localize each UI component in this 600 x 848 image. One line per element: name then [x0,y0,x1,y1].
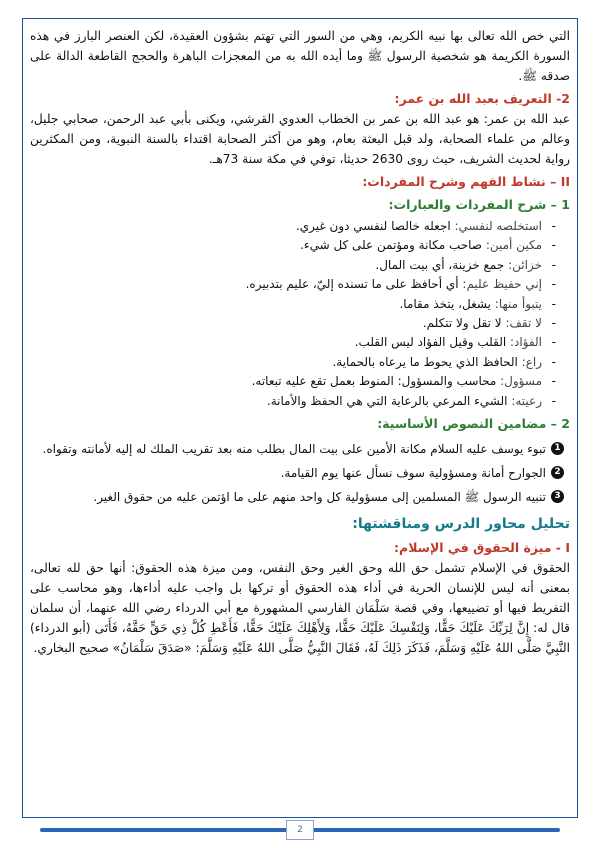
vocab-term: إني حفيظ عليم: [462,277,542,292]
vocab-def: محاسب والمسؤول: المنوط بعمل تقع عليه تبعاته. [251,374,501,389]
list-item [30,295,556,314]
vocab-def: جمع خزينة، أي بيت المال. [375,257,509,272]
list-item [30,437,564,461]
list-item [30,217,556,236]
list-item [30,275,556,294]
list-item [30,372,556,391]
vocab-term: استخلصه لنفسي: [454,219,542,233]
list-item [30,461,564,485]
number-badge: 2 [551,466,564,479]
list-item [30,333,556,352]
section-ii-heading: II – نشاط الفهم وشرح المفردات: [362,174,570,189]
vocab-term: راع: [521,354,542,369]
vocab-def: الحافظ الذي يحوط ما يرعاه بالحماية. [332,354,522,369]
list-item [30,314,556,333]
vocab-def: أي أحافظ على ما تسنده إليّ، عليم بتدبيره. [245,277,463,292]
vocab-term: يتبوأ منها: [494,296,542,311]
vocab-subheading: 1 – شرح المفردات والعبارات: [388,197,570,212]
vocab-def: لا تقل ولا تتكلم. [422,316,506,331]
vocab-term: الفؤاد: [510,335,542,350]
list-item [30,256,556,275]
point-text: تنبيه الرسول ﷺ المسلمين إلى مسؤولية كل واحد منهم على ما اؤتمن عليه من حقوق الغير. [93,490,546,505]
list-item [30,236,556,255]
list-item [30,392,556,411]
number-badge: 3 [551,490,564,503]
vocab-def: صاحب مكانة ومؤتمن على كل شيء. [300,238,486,253]
vocab-term: لا تقف: [505,316,542,331]
analysis-heading: تحليل محاور الدرس ومناقشتها: [352,516,570,533]
vocab-term: خزائن: [508,257,542,272]
vocab-list [30,217,570,411]
vocab-term: رعيته: [511,393,542,408]
contents-subheading: 2 – مضامين النصوص الأساسية: [377,416,570,432]
intro-paragraph: التي خص الله تعالى بها نبيه الكريم، وهي من السور التي تهتم بشؤون العقيدة، لكن العنصر البارز في هذه السورة الكريمة هو شخصية الرسول ﷺ وما أيده الله به من المعجزات الباهرة والحجج القاطعة الدالة على صدقه ﷺ. [30,29,570,83]
point-text: الجوارح أمانة ومسؤولية سوف نسأل عنها يوم القيامة. [280,466,546,481]
contents-list [30,437,570,509]
vocab-term: مسؤول: [500,374,542,389]
list-item [30,485,564,509]
document-page [30,26,570,816]
list-item [30,353,556,372]
vocab-def: اجعله خالصا لنفسي دون غيري. [295,219,455,233]
vocab-def: الشيء المرعي بالرعاية التي هي الحفظ والأمانة. [266,393,512,408]
page-number: 2 [286,820,314,840]
rights-text: الحقوق في الإسلام تشمل حق الله وحق الغير وحق النفس، ومن ميزة هذه الحقوق: أنها حق لله تعالى، بمعنى أنه ليس للإنسان الحرية في أداء هذه الحقوق أو تركها بل واجب عليه أداءها، وهو محاسب على التفريط فيها أو تضييعها، وفي قصة سَلْمَان الفارسي المشهورة مع أبي الدرداء رضي الله عنهما، أن سلمان قال له: إِنَّ لِرَبِّكَ عَلَيْكَ حَقًّا، وَلِنَفْسِكَ عَلَيْكَ حَقًّا، وَلِأَهْلِكَ عَلَيْكَ حَقًّا، فَأَعْطِ كُلَّ ذِي حَقٍّ حَقَّهُ، فَأَتَى (أبو الدرداء) النَّبِيَّ صَلَّى اللهُ عَلَيْهِ وَسَلَّمَ، فَذَكَرَ ذَلِكَ لَهُ، فَقَالَ النَّبِيُّ صَلَّى اللهُ عَلَيْهِ وَسَلَّمَ: «صَدَقَ سَلْمَانُ» صحيح البخاري. [30,561,570,656]
point-text: تبوء يوسف عليه السلام مكانة الأمين على بيت المال بطلب منه بعد تقريب الملك له إليه لأمانته وتقواه. [42,442,546,457]
section-2-text: عبد الله بن عمر: هو عبد الله بن عمر بن الخطاب العدوي القرشي، ويكنى بأبي عبد الرحمن، صحابي جليل، وعالم من علماء الصحابة، ولد قبل البعثة بعام، وهو من أكثر الصحابة اقتداء بالسنة النبوية، ومن المكثرين رواية لحديث الشريف، حيث روى 2630 حديثا، توفي في مكة سنة 73هـ. [30,112,570,166]
vocab-term: مكين أمين: [485,238,542,253]
rights-subheading: I - ميزة الحقوق في الإسلام: [394,540,570,556]
vocab-def: القلب وقيل الفؤاد ليس القلب. [354,335,511,350]
number-badge: 1 [551,442,564,455]
section-2-heading: 2- التعريف بعبد الله بن عمر: [394,91,570,106]
vocab-def: يشغل، يتخذ مقاما. [399,296,495,311]
